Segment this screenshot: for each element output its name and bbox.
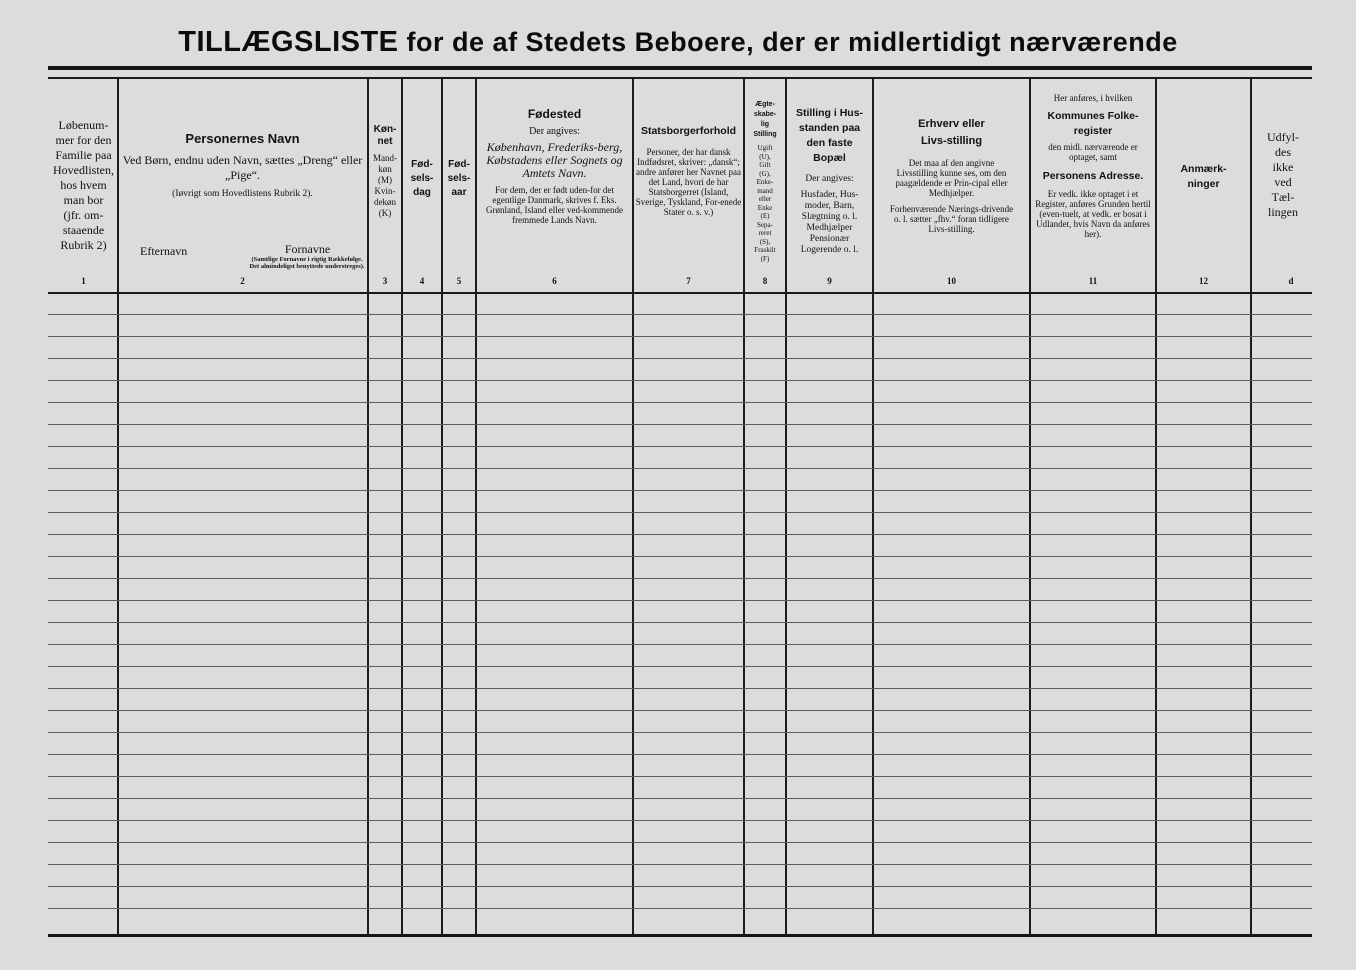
- col4-heading: Fød-sels-dag: [410, 159, 434, 198]
- row-rule: [48, 754, 1312, 755]
- row-rule: [48, 556, 1312, 557]
- cold-line: lingen: [1268, 205, 1298, 219]
- col6-note1: København, Frederiks-berg, Købstadens eller Sognets og Amtets Navn.: [486, 140, 623, 181]
- col3-line: Kvin-: [374, 186, 396, 196]
- column-d-header: [1252, 130, 1314, 340]
- col3-heading: Køn-net: [373, 124, 397, 147]
- col9-sub: Der angives:: [805, 174, 854, 184]
- column-5-header: [443, 80, 475, 290]
- col2-note1: Ved Børn, endnu uden Navn, sættes „Dreng“ eller „Pige“.: [122, 152, 363, 182]
- col11-sub: Her anføres, i hvilken: [1053, 93, 1133, 103]
- column-divider: [117, 79, 119, 934]
- col3-line: køn: [378, 164, 392, 174]
- row-rule: [48, 468, 1312, 469]
- column-12-header: [1157, 80, 1250, 290]
- col9-note1: Husfader, Hus-moder, Barn, Slægtning o. l. Medhjælper Pensionær Logerende o. l.: [800, 189, 859, 255]
- col10-heading: Erhverv eller Livs-stilling: [918, 118, 985, 147]
- row-rule: [48, 534, 1312, 535]
- col11-note1: den midl. nærværende er optaget, samt: [1048, 142, 1138, 163]
- col8-line: (G),: [759, 169, 771, 178]
- row-rule: [48, 402, 1312, 403]
- column-4-header: [403, 80, 441, 290]
- col2-heading: Personernes Navn: [185, 131, 300, 146]
- col1-line: hos hvem: [60, 178, 107, 192]
- col8-line: Sepa-: [757, 220, 773, 229]
- col5-heading: Fød-sels-aar: [447, 159, 471, 198]
- col8-line: (E): [760, 212, 770, 220]
- row-rule: [48, 732, 1312, 733]
- column-number: 8: [762, 276, 768, 286]
- column-3-header: [369, 80, 401, 290]
- col8-line: reret: [758, 229, 772, 237]
- cold-line: ikke: [1272, 160, 1294, 174]
- col11-note2: Er vedk. ikke optaget i et Register, anføres Grunden hertil (even-tuelt, at vedk. er bosat i Udlandet, hvis Navn da anføres her).: [1035, 189, 1151, 240]
- row-rule: [48, 666, 1312, 667]
- col8-line: Gift: [759, 161, 771, 169]
- row-rule: [48, 512, 1312, 513]
- col2-sub-left: Efternavn: [140, 244, 188, 258]
- cold-line: ved: [1274, 175, 1292, 189]
- col1-line: Familie paa: [55, 148, 112, 162]
- col8-line: Fraskilt: [754, 246, 776, 254]
- col8-line: Enke: [757, 203, 773, 212]
- bottom-rule: [48, 934, 1312, 937]
- row-rule: [48, 842, 1312, 843]
- row-rule: [48, 798, 1312, 799]
- title-lead: TILLÆGSLISTE: [178, 26, 399, 58]
- row-rule: [48, 314, 1312, 315]
- col3-line: (M): [378, 175, 392, 185]
- header-rule: [48, 77, 1312, 79]
- col8-line: Enke-: [756, 178, 774, 186]
- column-number: 12: [1199, 276, 1208, 286]
- col2-sub-right: Fornavne: [284, 242, 331, 256]
- row-rule: [48, 600, 1312, 601]
- col6-sub: Der angives:: [529, 125, 580, 137]
- column-number: 1: [81, 276, 86, 286]
- top-rule: [48, 66, 1312, 70]
- column-number: 4: [419, 276, 425, 286]
- form-title: [0, 26, 1356, 59]
- column-9-header: [787, 80, 872, 290]
- row-rule: [48, 424, 1312, 425]
- col2-sub-right-note: (Samtlige Fornavne i rigtig Rækkefølge. Det almindeligst benyttede understreges).: [249, 256, 365, 270]
- col1-line: Løbenum-: [58, 118, 109, 132]
- cold-line: Udfyl-: [1267, 130, 1299, 144]
- col1-line: man bor: [63, 193, 104, 207]
- row-rule: [48, 358, 1312, 359]
- row-rule: [48, 446, 1312, 447]
- title-rest: for de af Stedets Beboere, der er midlertidigt nærværende: [406, 27, 1178, 57]
- col1-line: (jfr. om-: [63, 208, 104, 222]
- col7-heading: Statsborgerforhold: [640, 125, 737, 137]
- row-rule: [48, 622, 1312, 623]
- col1-line: Hovedlisten,: [53, 163, 114, 177]
- col8-line: (U),: [759, 152, 771, 161]
- column-number: 7: [686, 276, 691, 286]
- row-rule: [48, 336, 1312, 337]
- col7-note1: Personer, der har dansk Indfødsret, skriver: „dansk“; andre anfører her Navnet paa det Land, hvori de har Statsborgerret (Island, Sverige, Tyskland, For-enede Stater o. s. v.): [635, 147, 742, 218]
- column-1-header: [50, 118, 117, 328]
- row-rule: [48, 908, 1312, 909]
- row-rule: [48, 776, 1312, 777]
- row-rule: [48, 864, 1312, 865]
- column-11-header: [1031, 80, 1155, 290]
- row-rule: [48, 380, 1312, 381]
- col9-heading: Stilling i Hus-standen paa den faste Bopæl: [795, 107, 864, 164]
- col12-heading: Anmærk-ninger: [1180, 163, 1227, 190]
- column-number: 3: [382, 276, 388, 286]
- col3-line: dekøn: [374, 197, 396, 207]
- col10-note1: Det maa af den angivne Livsstilling kunne ses, om den paagældende er Prin-cipal eller Medhjælper.: [895, 158, 1008, 198]
- col8-line: (S),: [759, 237, 771, 246]
- col1-line: mer for den: [55, 133, 112, 147]
- column-number: 10: [947, 276, 956, 286]
- col8-line: (F): [760, 254, 770, 263]
- column-number: 6: [552, 276, 557, 286]
- col6-note2: For dem, der er født uden-for det egentlige Danmark, skrives f. Eks. Grønland, Island eller ved-kommende fremmede Lands Navn.: [486, 185, 623, 226]
- col3-line: Mand-: [373, 153, 397, 163]
- row-rule: [48, 820, 1312, 821]
- col8-heading: Ægte-skabe-lig Stilling: [753, 101, 777, 138]
- header-bottom-rule: [48, 292, 1312, 294]
- col11-heading2: Personens Adresse.: [1042, 170, 1144, 183]
- row-rule: [48, 710, 1312, 711]
- column-number: 2: [240, 276, 245, 286]
- column-number: 5: [456, 276, 462, 286]
- col11-heading: Kommunes Folke-register: [1047, 110, 1139, 138]
- row-rule: [48, 644, 1312, 645]
- cold-line: Tæl-: [1271, 190, 1295, 204]
- col2-note2: (Iøvrigt som Hovedlistens Rubrik 2).: [172, 188, 313, 199]
- column-7-header: [634, 80, 743, 290]
- col1-line: staaende: [62, 223, 105, 237]
- col1-line: Rubrik 2): [60, 238, 107, 252]
- column-10-header: [874, 80, 1029, 290]
- col8-line: Ugift: [757, 144, 773, 152]
- row-rule: [48, 886, 1312, 887]
- col8-line: mand: [757, 186, 773, 195]
- column-8-header: [745, 80, 785, 290]
- col10-note2: Forhenværende Nærings-drivende o. l. sætter „fhv.“ foran tidligere Livs-stilling.: [889, 204, 1014, 234]
- column-number: 11: [1088, 276, 1098, 286]
- col3-line: (K): [378, 208, 392, 218]
- row-rule: [48, 578, 1312, 579]
- column-6-header: [477, 80, 632, 290]
- column-number: d: [1288, 276, 1294, 286]
- col6-heading: Fødested: [527, 107, 582, 121]
- cold-line: des: [1275, 145, 1291, 159]
- row-rule: [48, 490, 1312, 491]
- col8-line: eller: [758, 195, 772, 203]
- row-rule: [48, 688, 1312, 689]
- column-number: 9: [827, 276, 832, 286]
